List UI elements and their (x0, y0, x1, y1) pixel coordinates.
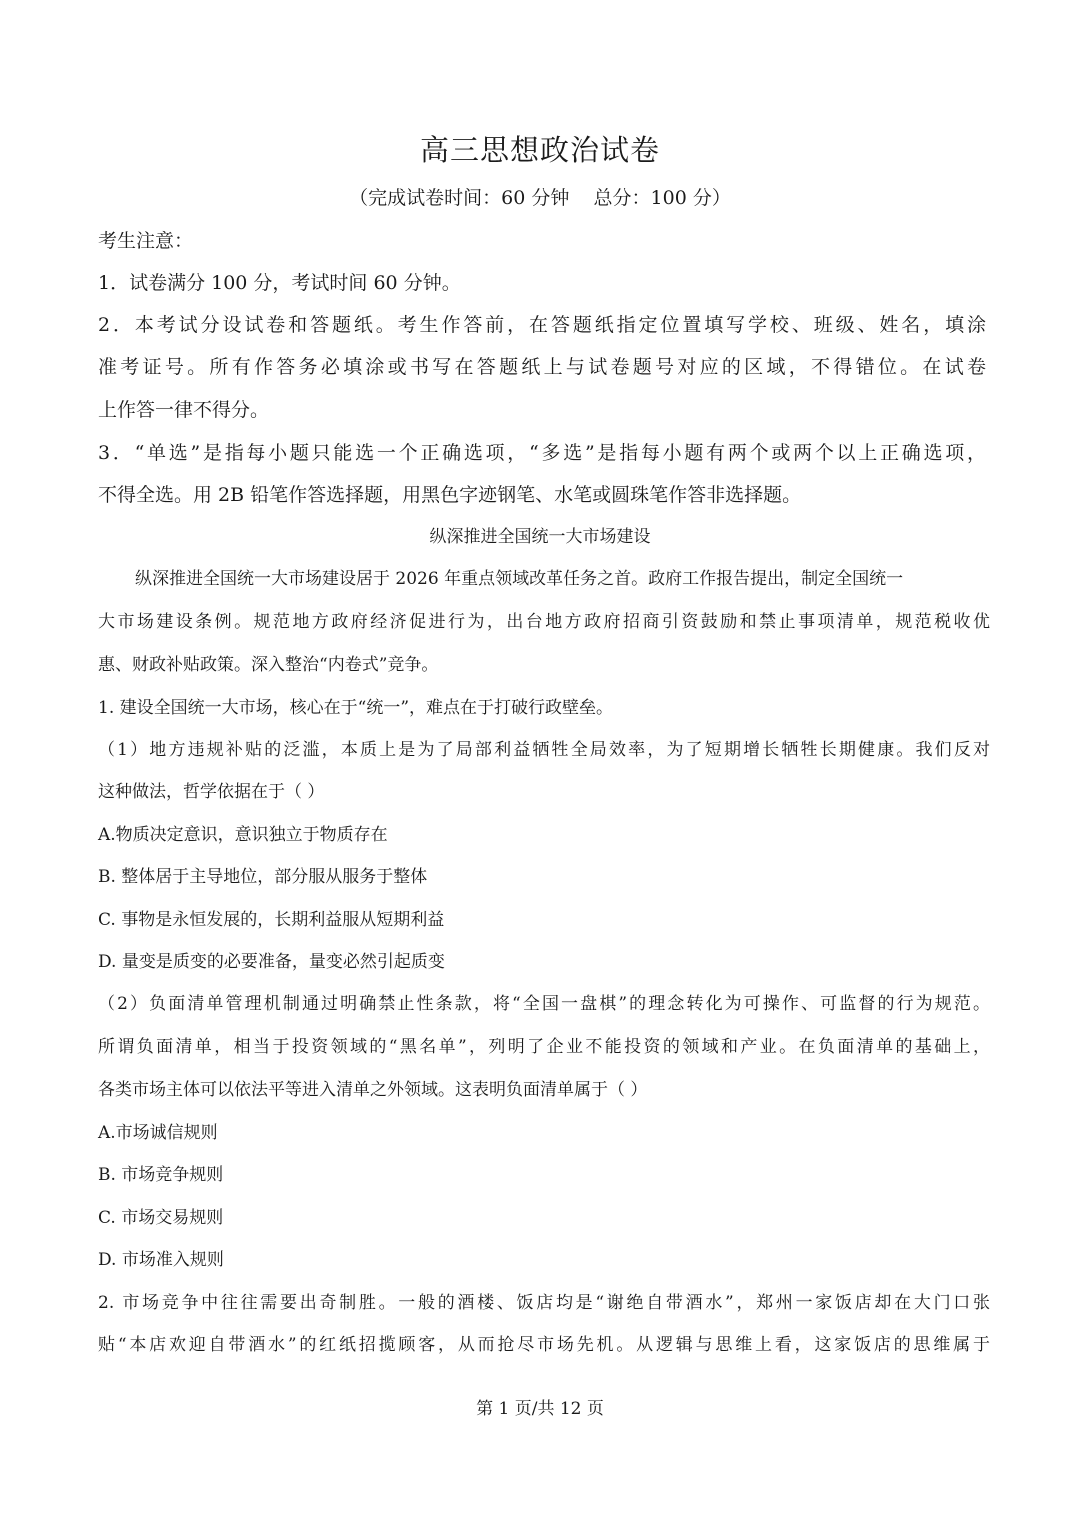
question-1-2-line: （2）负面清单管理机制通过明确禁止性条款，将“全国一盘棋”的理念转化为可操作、可监督的行为规范。 (98, 994, 990, 1014)
notice-line: 准考证号。所有作答务必填涂或书写在答题纸上与试卷题号对应的区域，不得错位。在试卷 (98, 356, 986, 378)
option-a: A.物质决定意识，意识独立于物质存在 (98, 825, 388, 845)
option-d: D. 量变是质变的必要准备，量变必然引起质变 (98, 952, 445, 972)
question-1-2-line: 所谓负面清单，相当于投资领域的“黑名单”，列明了企业不能投资的领域和产业。在负面清单的基础上， (98, 1037, 990, 1057)
question-1-2-line: 各类市场主体可以依法平等进入清单之外领域。这表明负面清单属于（ ） (98, 1080, 648, 1100)
question-1-stem: 1. 建设全国统一大市场，核心在于“统一”，难点在于打破行政壁垒。 (98, 698, 614, 718)
notice-line: 3．“单选”是指每小题只能选一个正确选项，“多选”是指每小题有两个或两个以上正确选项， (98, 442, 986, 464)
section-title: 纵深推进全国统一大市场建设 (429, 527, 651, 547)
question-1-1-line: 这种做法，哲学依据在于（ ） (98, 782, 325, 802)
intro-line: 惠、财政补贴政策。深入整治“内卷式”竞争。 (98, 655, 439, 675)
notice-line: 1．试卷满分 100 分，考试时间 60 分钟。 (98, 272, 461, 294)
option-c: C. 事物是永恒发展的，长期利益服从短期利益 (98, 910, 445, 930)
page-number: 第 1 页/共 12 页 (476, 1399, 604, 1419)
option-b: B. 整体居于主导地位，部分服从服务于整体 (98, 867, 428, 887)
notice-line: 不得全选。用 2B 铅笔作答选择题，用黑色字迹钢笔、水笔或圆珠笔作答非选择题。 (98, 484, 802, 506)
question-2-line: 2. 市场竞争中往往需要出奇制胜。一般的酒楼、饭店均是“谢绝自带酒水”，郑州一家饭店却在大门口张 (98, 1293, 990, 1313)
option-b: B. 市场竞争规则 (98, 1165, 224, 1185)
intro-line: 大市场建设条例。规范地方政府经济促进行为，出台地方政府招商引资鼓励和禁止事项清单，规范税收优 (98, 612, 990, 632)
option-c: C. 市场交易规则 (98, 1208, 224, 1228)
option-a: A.市场诚信规则 (98, 1123, 218, 1143)
notice-line: 2．本考试分设试卷和答题纸。考生作答前，在答题纸指定位置填写学校、班级、姓名，填涂 (98, 314, 986, 336)
notice-line: 上作答一律不得分。 (98, 399, 270, 421)
exam-subtitle: （完成试卷时间：60 分钟 总分：100 分） (349, 187, 731, 209)
intro-line: 纵深推进全国统一大市场建设居于 2026 年重点领域改革任务之首。政府工作报告提出，制定全国统一 (135, 569, 904, 589)
exam-title: 高三思想政治试卷 (419, 133, 660, 167)
notice-heading: 考生注意： (98, 230, 194, 252)
option-d: D. 市场准入规则 (98, 1250, 224, 1270)
question-1-1-line: （1）地方违规补贴的泛滥，本质上是为了局部利益牺牲全局效率，为了短期增长牺牲长期健康。我们反对 (98, 740, 990, 760)
question-2-line: 贴“本店欢迎自带酒水”的红纸招揽顾客，从而抢尽市场先机。从逻辑与思维上看，这家饭店的思维属于 (98, 1335, 990, 1355)
